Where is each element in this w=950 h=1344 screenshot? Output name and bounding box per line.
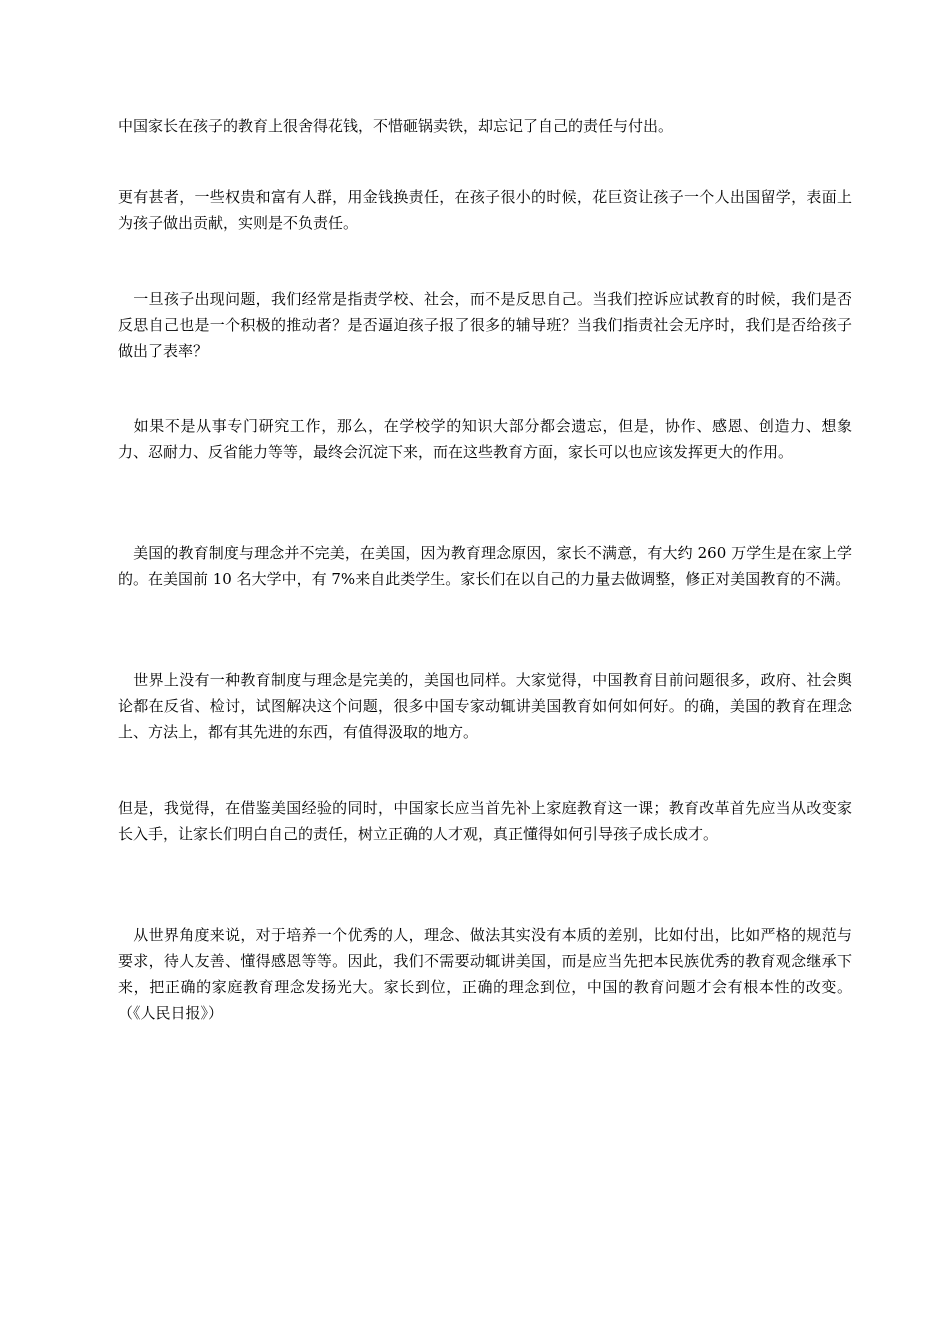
paragraph-4: 如果不是从事专门研究工作，那么，在学校学的知识大部分都会遗忘，但是，协作、感恩、创造力、想象力、忍耐力、反省能力等等，最终会沉淀下来，而在这些教育方面，家长可以也应该发挥更大的作用。 <box>118 417 852 461</box>
paragraph-7: 但是，我觉得，在借鉴美国经验的同时，中国家长应当首先补上家庭教育这一课；教育改革首先应当从改变家长入手，让家长们明白自己的责任，树立正确的人才观，真正懂得如何引导孩子成长成才。 <box>118 799 852 843</box>
paragraph-1: 中国家长在孩子的教育上很舍得花钱，不惜砸锅卖铁，却忘记了自己的责任与付出。 <box>118 117 674 135</box>
paragraph-8: 从世界角度来说，对于培养一个优秀的人，理念、做法其实没有本质的差别，比如付出，比如严格的规范与要求，待人友善、懂得感恩等等。因此，我们不需要动辄讲美国，而是应当先把本民族优秀的教育观念继承下来，把正确的家庭教育理念发扬光大。家长到位，正确的理念到位，中国的教育问题才会有根本性的改变。（《人民日报》） <box>118 926 852 1022</box>
paragraph-5: 美国的教育制度与理念并不完美，在美国，因为教育理念原因，家长不满意，有大约 260 万学生是在家上学的。在美国前 10 名大学中，有 7%来自此类学生。家长们在以自己的力量去做调整，修正对美国教育的不满。 <box>118 544 852 588</box>
paragraph-6: 世界上没有一种教育制度与理念是完美的，美国也同样。大家觉得，中国教育目前问题很多，政府、社会舆论都在反省、检讨，试图解决这个问题，很多中国专家动辄讲美国教育如何如何好。的确，美国的教育在理念上、方法上，都有其先进的东西，有值得汲取的地方。 <box>118 671 852 741</box>
paragraph-2: 更有甚者，一些权贵和富有人群，用金钱换责任，在孩子很小的时候，花巨资让孩子一个人出国留学，表面上为孩子做出贡献，实则是不负责任。 <box>118 188 852 232</box>
paragraph-3: 一旦孩子出现问题，我们经常是指责学校、社会，而不是反思自己。当我们控诉应试教育的时候，我们是否反思自己也是一个积极的推动者？是否逼迫孩子报了很多的辅导班？当我们指责社会无序时，我们是否给孩子做出了表率？ <box>118 290 852 360</box>
